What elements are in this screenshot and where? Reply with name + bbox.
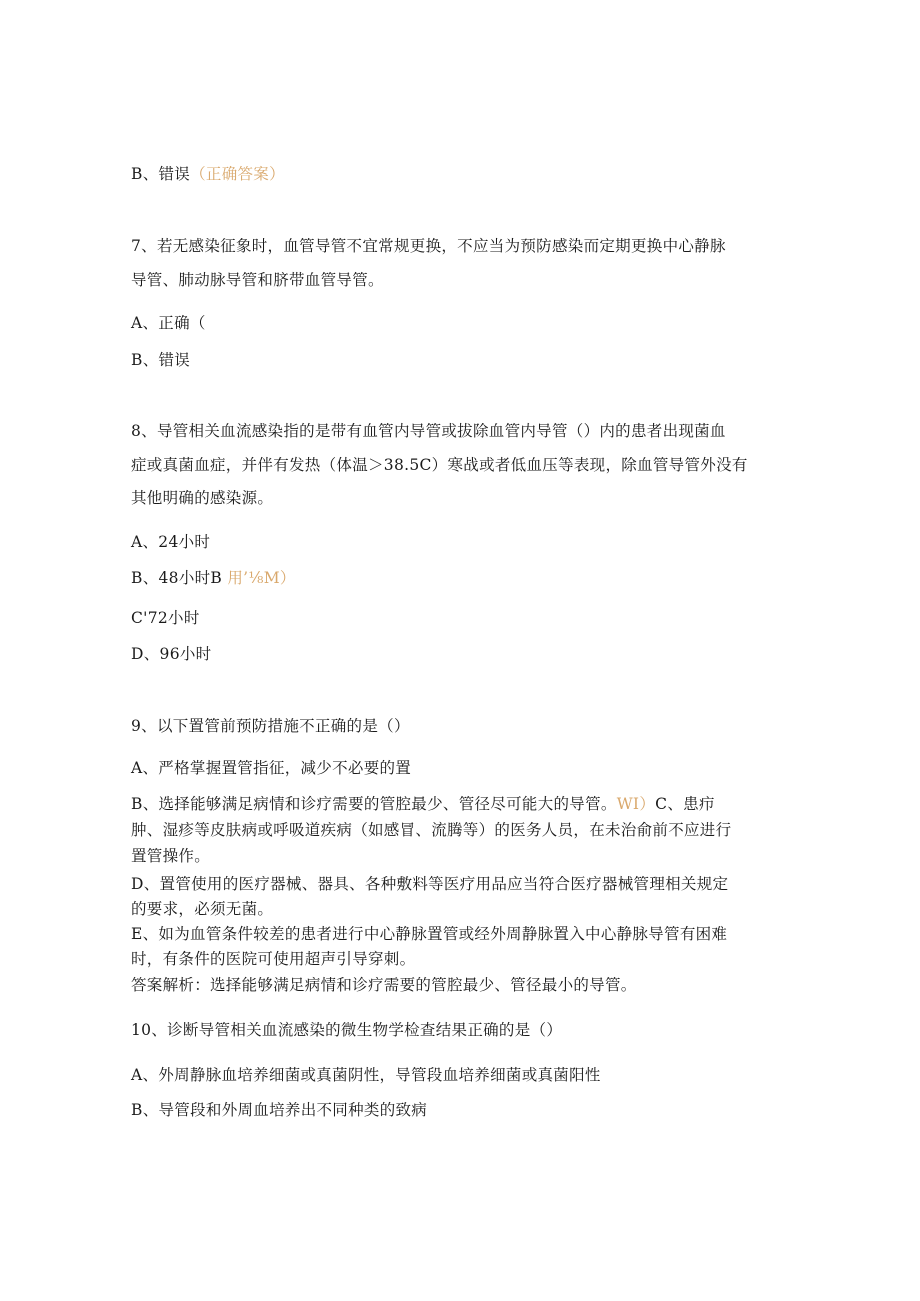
q9-stem: 9、以下置管前预防措施不正确的是（）	[131, 717, 410, 735]
q9-option-c-line2: 肿、湿疹等皮肤病或呼吸道疾病（如感冒、流腾等）的医务人员，在未治俞前不应进行	[131, 821, 732, 839]
q9-option-e-line1: E、如为血管条件较差的患者进行中心静脉置管或经外周静脉置入中心静脉导管有困难	[131, 925, 728, 943]
q9-option-c-line3: 置管操作。	[131, 847, 211, 865]
q9-option-c-start: C、患疖	[655, 795, 715, 813]
q6-option-b-text: B、错误	[131, 165, 191, 183]
q6-option-b	[131, 164, 285, 184]
q8-correct-answer-mark: 用’⅛M）	[227, 569, 296, 587]
q8-option-b	[131, 568, 296, 588]
q9-option-a: A、严格掌握置管指征，减少不必要的置	[131, 759, 412, 777]
q7-stem-line2: 导管、肺动脉导管和脐带血管导管。	[131, 271, 384, 289]
q7-stem-line1: 7、若无感染征象时，血管导管不宜常规更换，不应当为预防感染而定期更换中心静脉	[131, 237, 726, 255]
q9-option-b-text: B、选择能够满足病情和诊疗需要的管腔最少、管径尽可能大的导管。	[131, 795, 617, 813]
q8-stem-line3: 其他明确的感染源。	[131, 489, 274, 507]
q9-correct-answer-mark: WI）	[616, 795, 656, 813]
q6-correct-answer-mark: （正确答案）	[190, 165, 285, 183]
q8-stem-line1: 8、导管相关血流感染指的是带有血管内导管或拔除血管内导管（）内的患者出现菌血	[131, 422, 726, 440]
q10-stem: 10、诊断导管相关血流感染的微生物学检查结果正确的是（）	[131, 1021, 563, 1039]
q8-option-a: A、24小时	[131, 533, 211, 551]
q9-explanation: 答案解析：选择能够满足病情和诊疗需要的管腔最少、管径最小的导管。	[131, 976, 637, 994]
q8-option-d: D、96小时	[131, 645, 212, 663]
q9-option-d-line1: D、置管使用的医疗器械、器具、各种敷料等医疗用品应当符合医疗器械管理相关规定	[131, 875, 729, 893]
q8-option-c: C'72小时	[131, 609, 200, 627]
q10-option-a: A、外周静脉血培养细菌或真菌阴性，导管段血培养细菌或真菌阳性	[131, 1066, 601, 1084]
q7-option-a: A、正确（	[131, 314, 206, 332]
q9-option-d-line2: 的要求，必须无菌。	[131, 900, 274, 918]
q9-option-b-line1	[131, 794, 715, 814]
q9-option-e-line2: 时，有条件的医院可使用超声引导穿刺。	[131, 950, 416, 968]
q7-option-b: B、错误	[131, 351, 191, 369]
q10-option-b: B、导管段和外周血培养出不同种类的致病	[131, 1101, 428, 1119]
q8-option-b-text: B、48小时B	[131, 569, 223, 587]
q8-stem-line2: 症或真菌血症，并伴有发热（体温＞38.5C）寒战或者低血压等表现，除血管导管外没有	[131, 456, 748, 474]
